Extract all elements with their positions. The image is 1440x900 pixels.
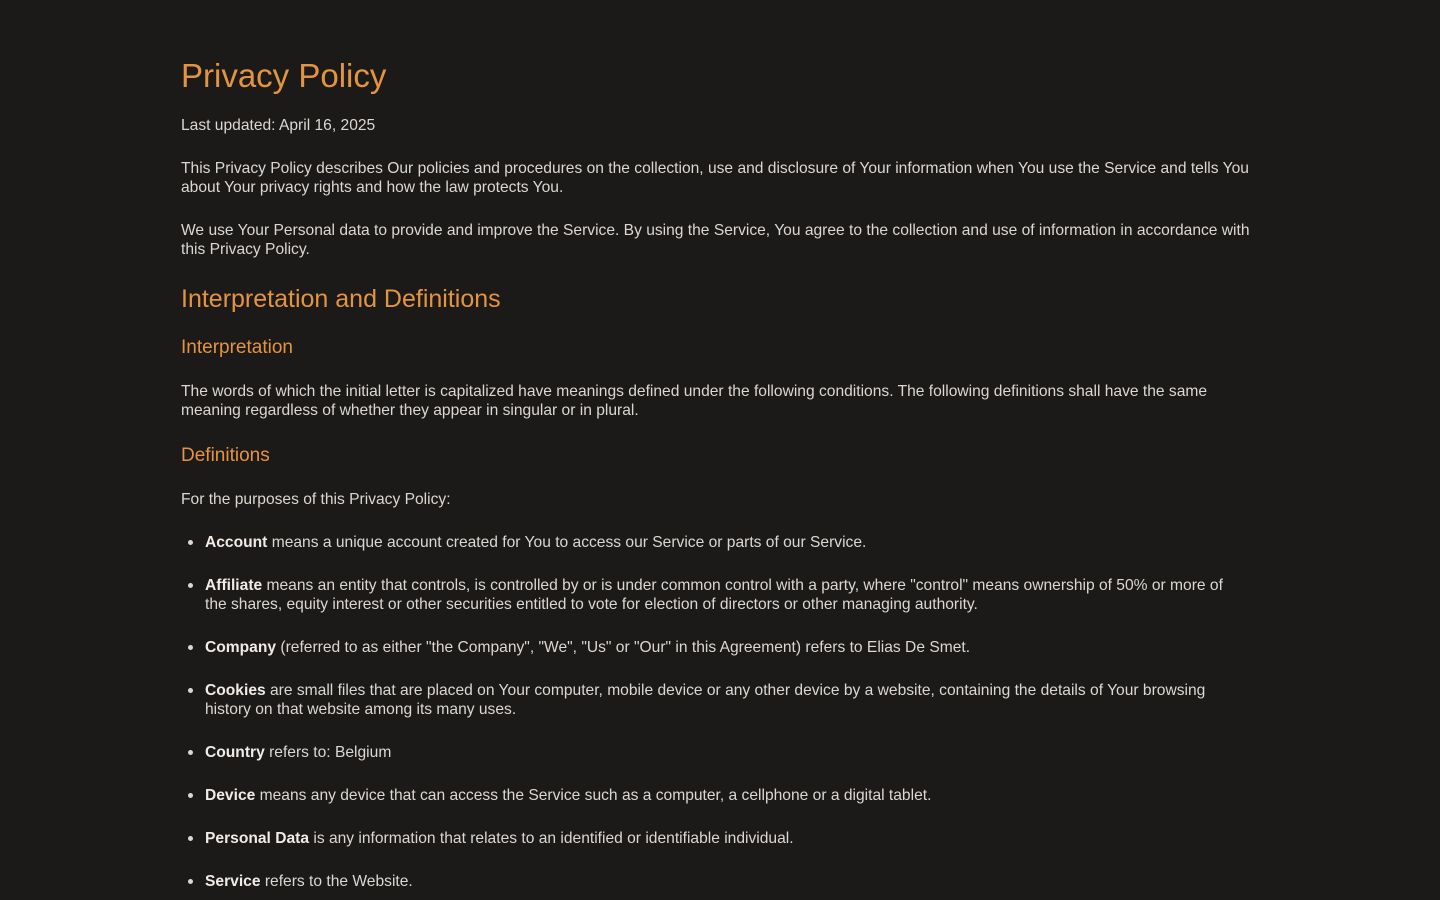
definition-term: Service (205, 873, 261, 890)
definition-term: Account (205, 534, 268, 551)
definition-term: Cookies (205, 682, 266, 699)
definition-term: Personal Data (205, 830, 310, 847)
definition-term: Device (205, 787, 256, 804)
definition-text: refers to the Website. (260, 873, 413, 890)
bullet-icon (188, 793, 193, 798)
bullet-icon (188, 836, 193, 841)
definition-text: means any device that can access the Service such as a computer, a cellphone or a digital tablet. (255, 787, 932, 804)
definition-text: are small files that are placed on Your computer, mobile device or any other device by a website, containing the details of Your browsing history on that website among its many uses. (205, 682, 1206, 718)
bullet-icon (188, 688, 193, 693)
intro-paragraph-2: We use Your Personal data to provide and improve the Service. By using the Service, You agree to the collection and use of information in accordance with this Privacy Policy. (181, 222, 1250, 258)
definition-item-company (205, 638, 1235, 657)
definition-term: Company (205, 639, 277, 656)
bullet-icon (188, 540, 193, 545)
definition-item-cookies (205, 681, 1235, 719)
definition-text: (referred to as either "the Company", "We", "Us" or "Our" in this Agreement) refers to Elias De Smet. (276, 639, 971, 656)
definition-item-country (205, 743, 1235, 762)
definition-item-device (205, 786, 1235, 805)
subheading-interpretation: Interpretation (181, 337, 293, 358)
last-updated: Last updated: April 16, 2025 (181, 117, 376, 134)
definition-text: means a unique account created for You to access our Service or parts of our Service. (267, 534, 867, 551)
definitions-intro: For the purposes of this Privacy Policy: (181, 491, 451, 508)
section-heading-interpretation-definitions: Interpretation and Definitions (181, 285, 501, 313)
definition-text: means an entity that controls, is controlled by or is under common control with a party, where "control" means ownership of 50% or more of the shares, equity interest or other securities entitled to vote for election of directors or other managing authority. (205, 577, 1223, 613)
definition-term: Affiliate (205, 577, 263, 594)
definition-item-affiliate (205, 576, 1235, 614)
definition-item-account (205, 533, 1235, 552)
subheading-definitions: Definitions (181, 445, 270, 466)
definition-text: refers to: Belgium (264, 744, 392, 761)
definition-text: is any information that relates to an identified or identifiable individual. (309, 830, 794, 847)
bullet-icon (188, 583, 193, 588)
page-title: Privacy Policy (181, 57, 387, 94)
bullet-icon (188, 645, 193, 650)
intro-paragraph-1: This Privacy Policy describes Our policies and procedures on the collection, use and disclosure of Your information when You use the Service and tells You about Your privacy rights and how the law protects You. (181, 160, 1249, 196)
definition-item-personal-data (205, 829, 1235, 848)
interpretation-paragraph: The words of which the initial letter is capitalized have meanings defined under the following conditions. The following definitions shall have the same meaning regardless of whether they appear in singular or in plural. (181, 383, 1208, 419)
bullet-icon (188, 879, 193, 884)
bullet-icon (188, 750, 193, 755)
definition-term: Country (205, 744, 265, 761)
definition-item-service (205, 872, 1235, 891)
